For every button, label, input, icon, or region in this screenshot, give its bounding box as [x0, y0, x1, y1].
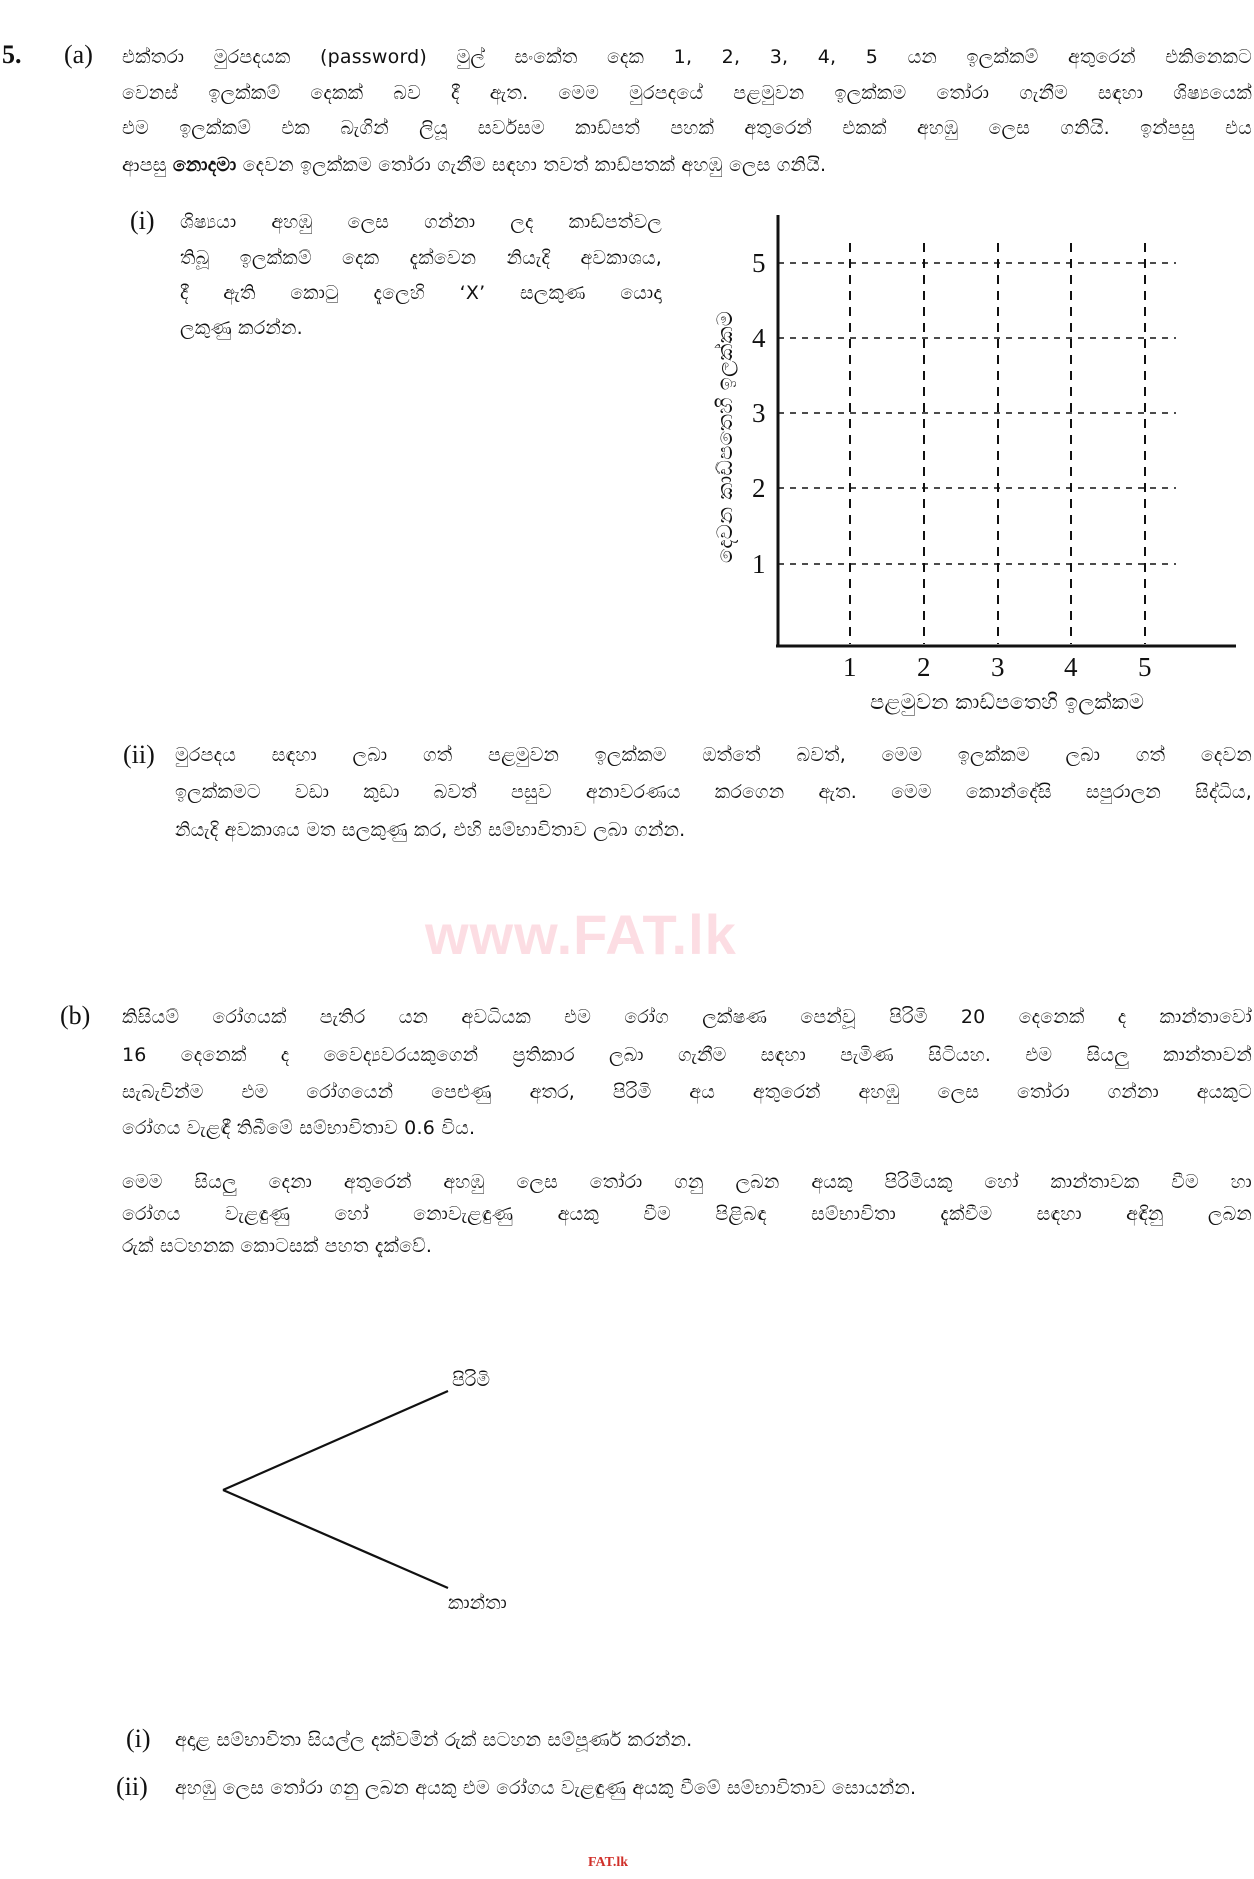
part-a-i-line-2: තිබූ ඉලක්කම් දෙක දැක්වෙන නියැදි අවකාශය, [180, 247, 662, 269]
branch-bottom [223, 1490, 448, 1588]
part-a-line-1: එක්තරා මුරපදයක (password) මුල් සංකේත දෙක 1, 2, 3, 4, 5 යන ඉලක්කම් අතුරෙන් එකිනෙකට [122, 46, 1252, 68]
tree-label-male: පිරිමි [452, 1369, 491, 1391]
part-b-label: (b) [60, 1001, 91, 1030]
part-b-p2-line-1: මෙම සියලු දෙනා අතුරෙන් අහඹු ලෙස තෝරා ගනු ලබන අයකු පිරිමියකු හෝ කාන්තාවක වීම හා [122, 1171, 1252, 1193]
part-a-ii-label: (ii) [123, 740, 155, 769]
part-b-line-2: 16 දෙනෙක් ද වෛද්‍යවරයකුගෙන් ප්‍රතිකාර ලබා ගැනීම සඳහා පැමිණ සිටියහ. එම සියලු කාන්තාවන් [122, 1044, 1252, 1066]
part-a-ii-line-1: මුරපදය සඳහා ලබා ගත් පළමුවන ඉලක්කම ඔත්තේ බවත්, මෙම ඉලක්කම ලබා ගත් දෙවන [175, 744, 1252, 766]
watermark: www.FAT.lk [425, 903, 737, 966]
part-b-line-4: රෝගය වැළඳී තිබීමේ සම්භාවිතාව 0.6 විය. [122, 1117, 476, 1139]
sample-space-grid [690, 205, 1254, 725]
part-b-ii-text: අහඹු ලෙස තෝරා ගනු ලබන අයකු එම රෝගය වැළඳුණු අයකු වීමේ සම්භාවිතාව සොයන්න. [175, 1777, 917, 1799]
x-tick-3: 3 [991, 652, 1005, 682]
part-a-ii-line-2: ඉලක්කමට වඩා කුඩා බවත් පසුව අනාවරණය කරගෙන ඇත. මෙම කොන්දේසි සපුරාලන සිද්ධිය, [175, 781, 1252, 803]
part-a-label: (a) [64, 40, 93, 69]
y-axis-label: දෙවන කාඩ්පතෙහි ඉලක්කම [713, 310, 737, 564]
line4-suffix: දෙවන ඉලක්කම තෝරා ගැනීම සඳහා තවත් කාඩ්පතක් අහඹු ලෙස ගනියි. [236, 154, 827, 176]
y-tick-1: 1 [752, 549, 766, 579]
part-a-line-2: වෙනස් ඉලක්කම් දෙකක් බව දී ඇත. මෙම මුරපදයේ පළමුවන ඉලක්කම තෝරා ගැනීම සඳහා ශිෂ්‍යයෙක් [122, 82, 1252, 104]
y-tick-4: 4 [752, 323, 766, 353]
y-tick-5: 5 [752, 248, 766, 278]
branch-top [223, 1391, 448, 1490]
part-b-ii-label: (ii) [116, 1772, 148, 1801]
question-number: 5. [2, 40, 22, 69]
line4-bold-word: නොදමා [172, 154, 237, 176]
x-tick-2: 2 [917, 652, 931, 682]
tree-label-female: කාන්තා [448, 1592, 507, 1614]
part-a-line-3: එම ඉලක්කම් එක බැගින් ලියූ සර්වසම කාඩ්පත් පහක් අතුරෙන් එකක් අහඹු ලෙස ගනියි. ඉන්පසු එය [122, 117, 1252, 139]
part-a-i-label: (i) [130, 206, 155, 235]
part-b-line-1: කිසියම් රෝගයක් පැතිර යන අවධියක එම රෝග ලක්ෂණ පෙන්වූ පිරිමි 20 දෙනෙක් ද කාන්තාවෝ [122, 1006, 1252, 1028]
part-a-i-line-3: දී ඇති කොටු දැලෙහි ‘X’ සලකුණ යොදා [180, 282, 662, 304]
y-tick-2: 2 [752, 473, 766, 503]
x-tick-4: 4 [1064, 652, 1078, 682]
x-axis-label: පළමුවන කාඩ්පතෙහි ඉලක්කම [870, 690, 1145, 714]
x-tick-5: 5 [1138, 652, 1152, 682]
part-b-i-text: අදාළ සම්භාවිතා සියල්ල දක්වමින් රුක් සටහන සම්පූර්ණ කරන්න. [175, 1729, 693, 1751]
tree-svg [200, 1370, 500, 1610]
y-tick-3: 3 [752, 398, 766, 428]
x-tick-1: 1 [843, 652, 857, 682]
vertical-gridlines [850, 243, 1145, 644]
part-a-ii-line-3: නියැදි අවකාශය මත සලකුණු කර, එහි සම්භාවිතාව ලබා ගන්න. [175, 819, 686, 841]
part-b-p2-line-2: රෝගය වැළඳුණු හෝ නොවැළඳුණු අයකු වීම පිළිබඳ සම්භාවිතා දැක්වීම සඳහා අඳිනු ලබන [122, 1203, 1252, 1225]
part-b-i-label: (i) [126, 1724, 151, 1753]
part-a-i-line-4: ලකුණු කරන්න. [180, 317, 303, 339]
tree-diagram [200, 1370, 500, 1610]
part-b-p2-line-3: රුක් සටහනක කොටසක් පහත දැක්වේ. [122, 1235, 433, 1257]
horizontal-gridlines [778, 263, 1176, 564]
grid-svg [690, 205, 1254, 725]
part-b-line-3: සැබැවින්ම එම රෝගයෙන් පෙළුණු අතර, පිරිමි අය අතුරෙන් අහඹු ලෙස තෝරා ගන්නා අයකුට [122, 1081, 1252, 1103]
part-a-line-4 [122, 154, 826, 176]
line4-prefix: ආපසු [122, 154, 173, 176]
part-a-i-line-1: ශිෂ්‍යයා අහඹු ලෙස ගන්නා ලද කාඩ්පත්වල [180, 211, 662, 233]
footer-brand: FAT.lk [588, 1855, 629, 1870]
